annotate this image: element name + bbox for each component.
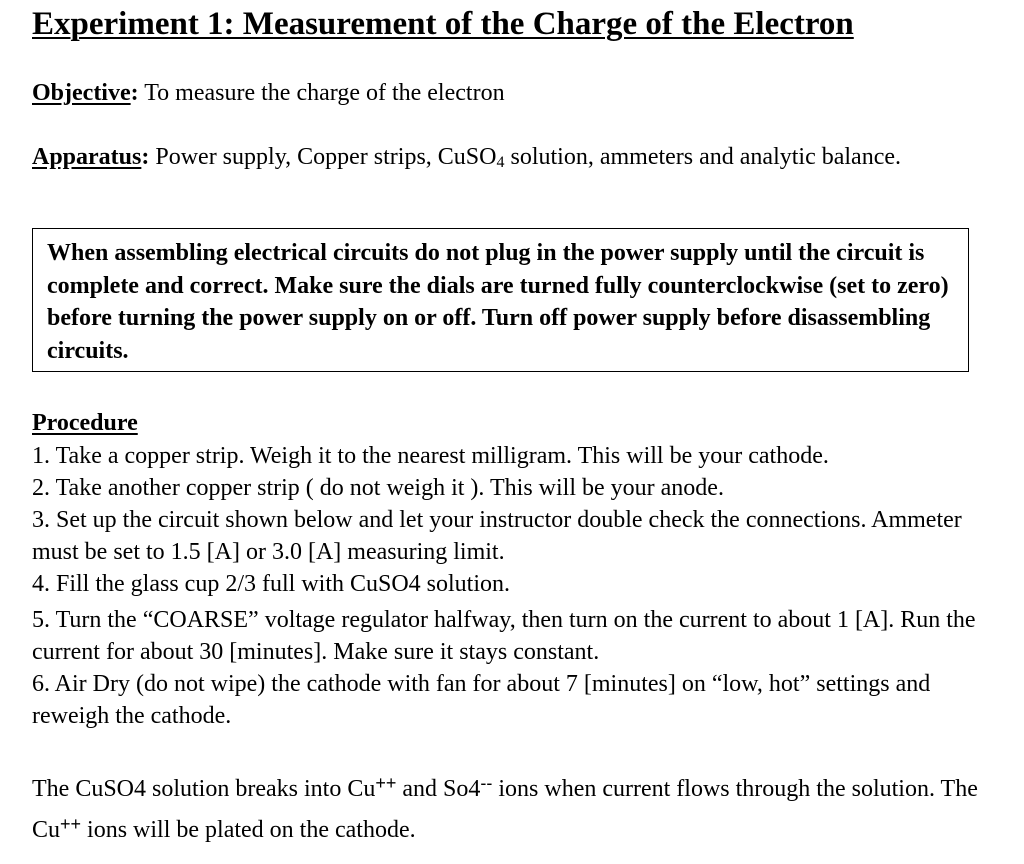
procedure-step: 3. Set up the circuit shown below and let your instructor double check the connections. Ammeter must be set to 1.5 [A] or 3.0 [A] measuring limit.: [32, 507, 962, 565]
safety-warning-box: When assembling electrical circuits do not plug in the power supply until the circuit is complete and correct. Make sure the dials are turned fully counterclockwise (set to zero) before turning the power supply on or off. Turn off power supply before disassembling circuits.: [32, 228, 969, 372]
apparatus-section: [32, 141, 992, 173]
procedure-step: 4. Fill the glass cup 2/3 full with CuSO4 solution.: [32, 571, 511, 597]
objective-text: To measure the charge of the electron: [138, 80, 505, 106]
procedure-heading: Procedure: [32, 410, 138, 436]
apparatus-text-end: solution, ammeters and analytic balance.: [504, 144, 902, 170]
superscript: ++: [60, 814, 82, 834]
procedure-step: 5. Turn the “COARSE” voltage regulator halfway, then turn on the current to about 1 [A]. Run the current for about 30 [minutes]. Make sure it stays constant.: [32, 607, 976, 665]
objective-section: [32, 77, 505, 109]
closing-paragraph: The CuSO4 solution breaks into Cu++ and So4-- ions when current flows through the solution. The Cu++ ions will be plated on the cathode.: [32, 773, 978, 843]
procedure-step: 2. Take another copper strip ( do not weigh it ). This will be your anode.: [32, 475, 724, 501]
superscript: ++: [375, 773, 397, 793]
procedure-steps: [32, 440, 1007, 732]
objective-label: Objective:: [32, 80, 139, 106]
procedure-step: 6. Air Dry (do not wipe) the cathode with fan for about 7 [minutes] on “low, hot” settings and reweigh the cathode.: [32, 671, 931, 729]
apparatus-label: Apparatus:: [32, 144, 150, 170]
page-title: Experiment 1: Measurement of the Charge of the Electron: [32, 6, 854, 42]
superscript: --: [480, 773, 493, 793]
procedure-step: 1. Take a copper strip. Weigh it to the nearest milligram. This will be your cathode.: [32, 443, 829, 469]
apparatus-text: Power supply, Copper strips, CuSO: [149, 144, 497, 170]
apparatus-subscript: 4: [496, 154, 505, 171]
